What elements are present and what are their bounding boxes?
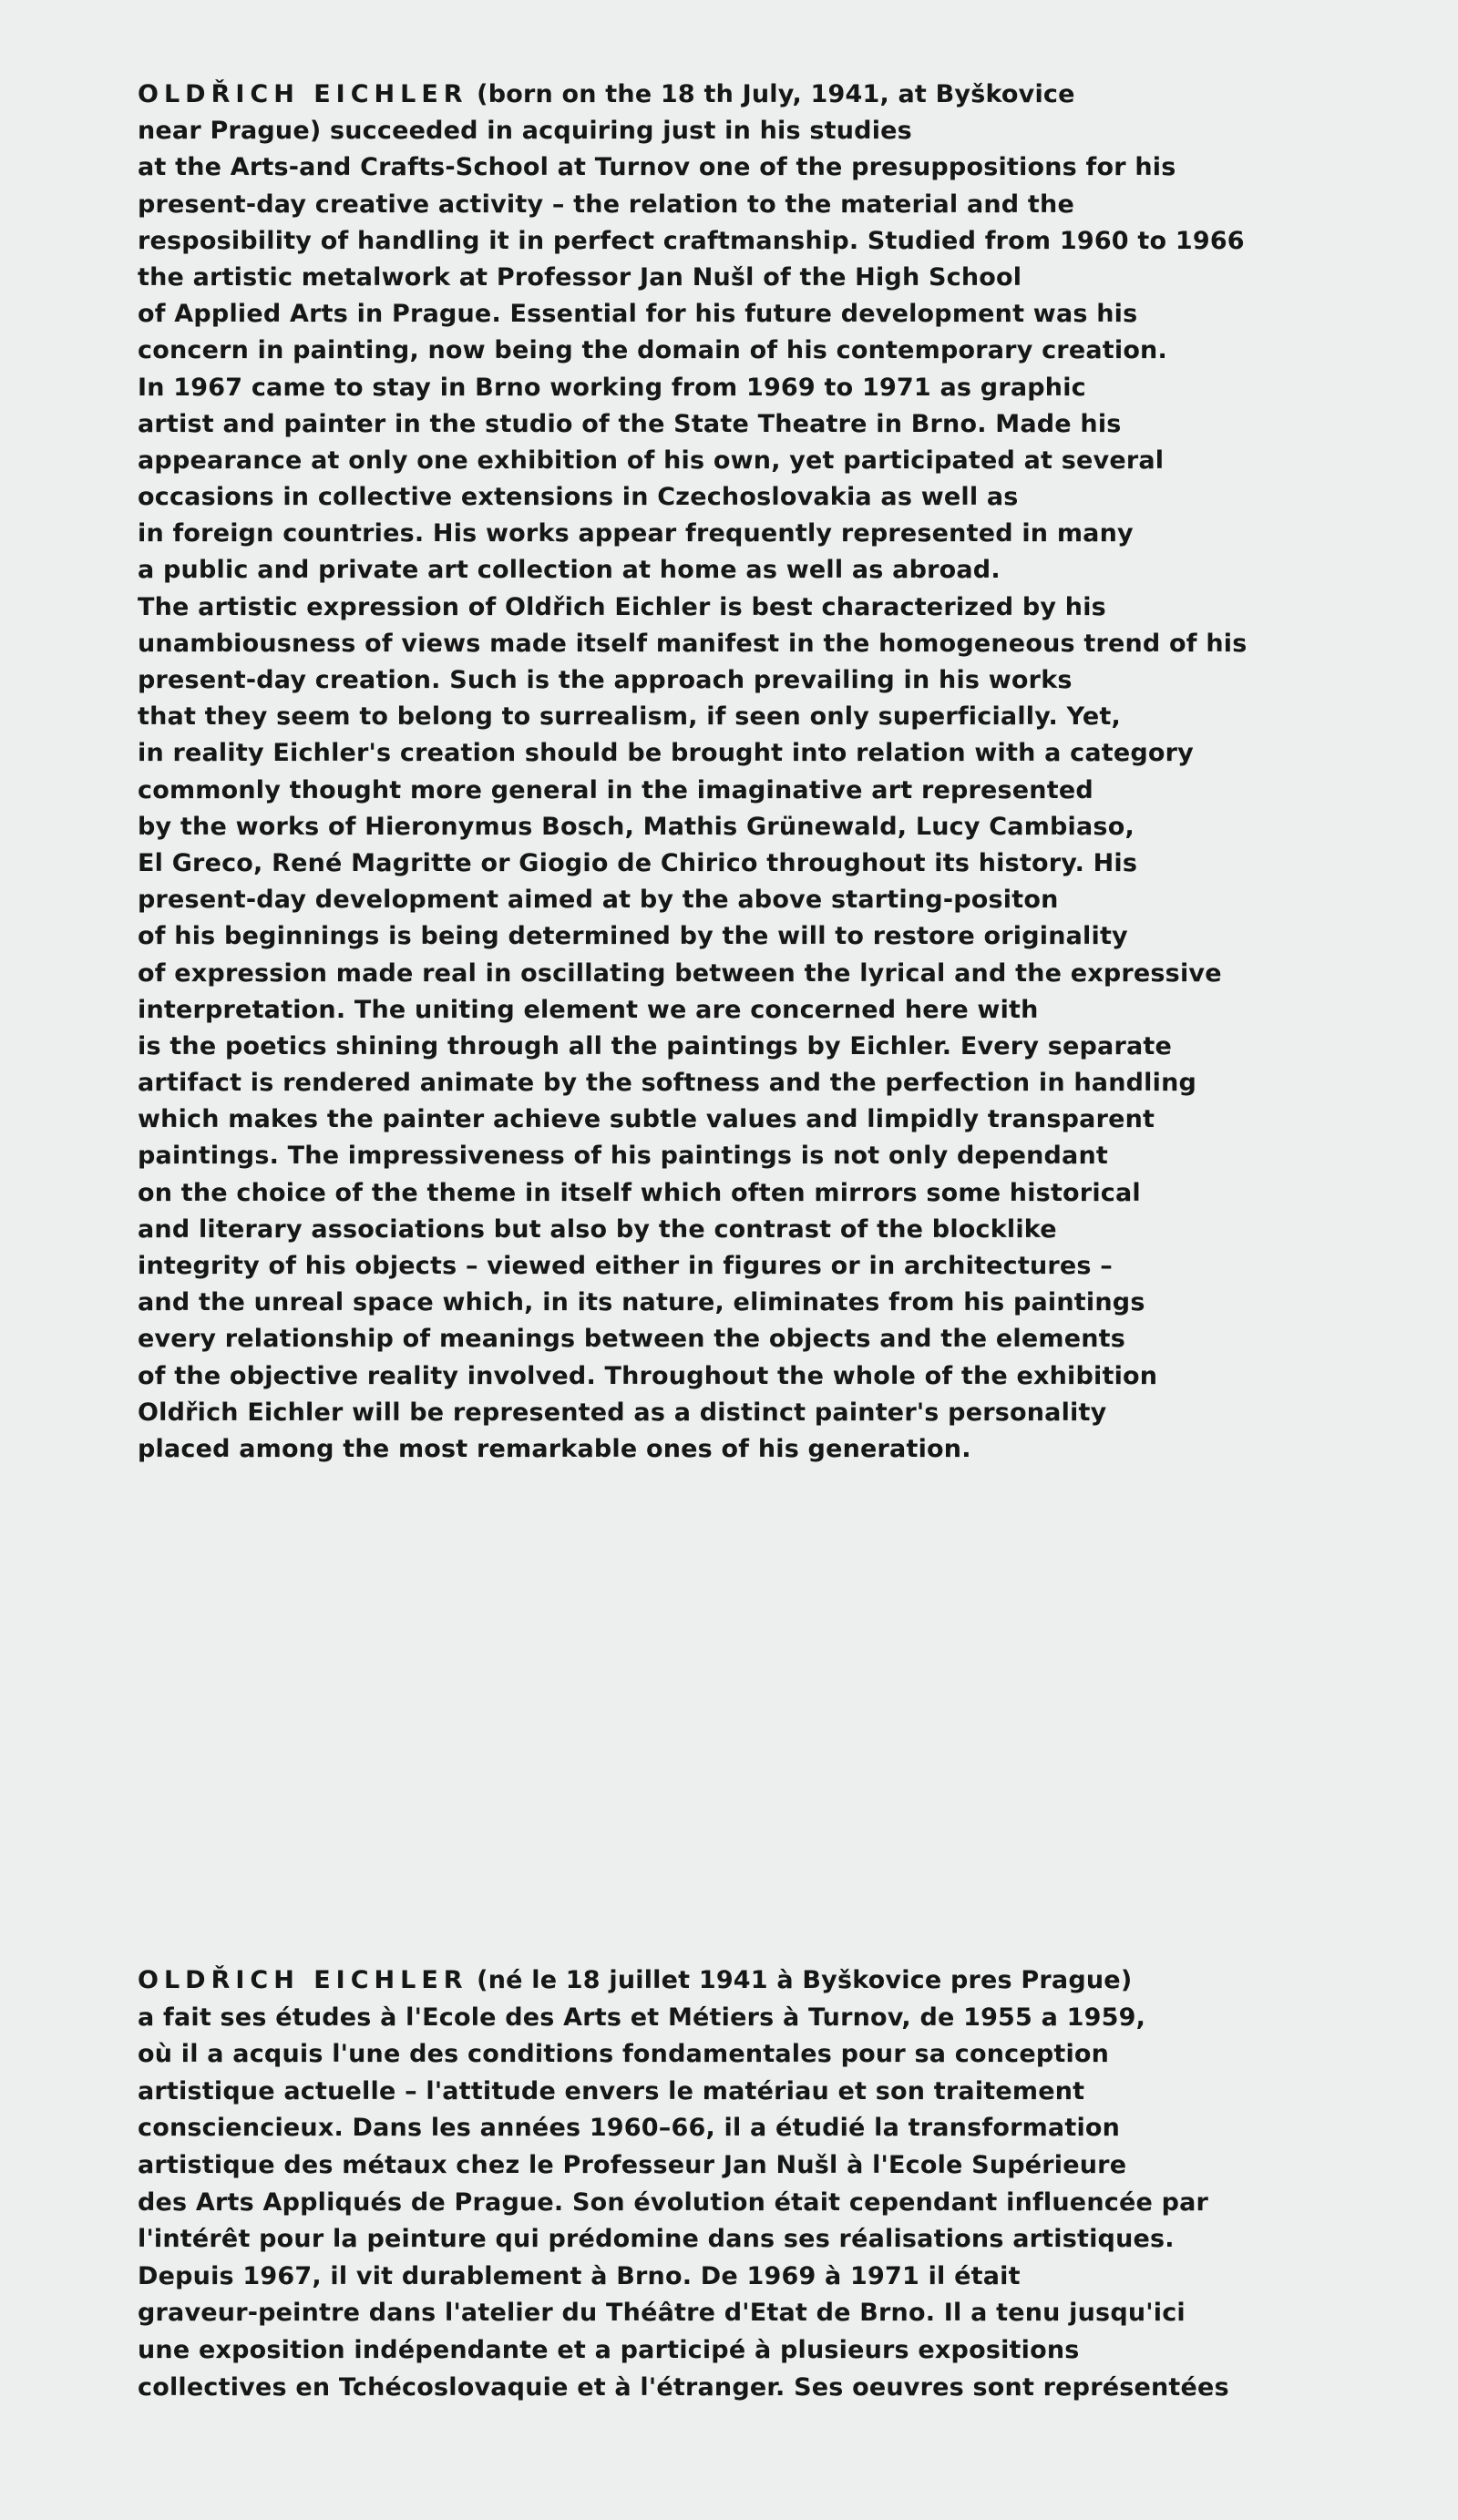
- text-line: artistique actuelle – l'attitude envers le matériau et son traitement: [138, 2076, 1085, 2105]
- artist-name-en: OLDŘICH EICHLER: [138, 80, 468, 108]
- text-line: graveur-peintre dans l'atelier du Théâtre d'Etat de Brno. Il a tenu jusqu'ici: [138, 2299, 1186, 2328]
- text-line: by the works of Hieronymus Bosch, Mathis Grünewald, Lucy Cambiaso,: [138, 812, 1135, 841]
- text-line: present-day creation. Such is the approach prevailing in his works: [138, 666, 1073, 694]
- text-line: which makes the painter achieve subtle values and limpidly transparent: [138, 1105, 1155, 1134]
- text-line: placed among the most remarkable ones of his generation.: [138, 1434, 971, 1463]
- text-line: present-day creative activity – the relation to the material and the: [138, 190, 1074, 219]
- text-line: at the Arts-and Crafts-School at Turnov one of the presuppositions for his: [138, 153, 1176, 182]
- text-line: interpretation. The uniting element we are concerned here with: [138, 995, 1039, 1024]
- text-line: où il a acquis l'une des conditions fondamentales pour sa conception: [138, 2040, 1110, 2069]
- english-biography: [138, 77, 1268, 1468]
- english-first-line-text: (born on the 18 th July, 1941, at Byškovice: [467, 80, 1075, 108]
- text-line: present-day development aimed at by the above starting-positon: [138, 886, 1059, 915]
- french-biography: [138, 1962, 1268, 2406]
- text-line: integrity of his objects – viewed either in figures or in architectures –: [138, 1252, 1113, 1280]
- text-line: commonly thought more general in the imaginative art represented: [138, 775, 1094, 804]
- text-line: artifact is rendered animate by the softness and the perfection in handling: [138, 1069, 1197, 1098]
- text-line: of the objective reality involved. Throughout the whole of the exhibition: [138, 1361, 1158, 1390]
- text-line: Oldřich Eichler will be represented as a distinct painter's personality: [138, 1398, 1107, 1427]
- text-line: artistique des métaux chez le Professeur Jan Nušl à l'Ecole Supérieure: [138, 2150, 1127, 2179]
- artist-name-fr: OLDŘICH EICHLER: [138, 1966, 468, 1994]
- text-line: near Prague) succeeded in acquiring just in his studies: [138, 117, 912, 146]
- text-line: collectives en Tchécoslovaquie et à l'étranger. Ses oeuvres sont représentées: [138, 2372, 1229, 2402]
- text-line: paintings. The impressiveness of his paintings is not only dependant: [138, 1142, 1108, 1171]
- text-line: in foreign countries. His works appear frequently represented in many: [138, 519, 1134, 548]
- text-line: appearance at only one exhibition of his own, yet participated at several: [138, 446, 1165, 475]
- text-line: of expression made real in oscillating between the lyrical and the expressive: [138, 958, 1222, 988]
- text-line: of his beginnings is being determined by the will to restore originality: [138, 922, 1128, 951]
- text-line: a public and private art collection at home as well as abroad.: [138, 556, 1001, 585]
- text-line: is the poetics shining through all the paintings by Eichler. Every separate: [138, 1031, 1172, 1060]
- text-line: of Applied Arts in Prague. Essential for his future development was his: [138, 300, 1138, 329]
- text-line: that they seem to belong to surrealism, if seen only superficially. Yet,: [138, 702, 1121, 732]
- text-line: every relationship of meanings between the objects and the elements: [138, 1325, 1126, 1354]
- text-line: The artistic expression of Oldřich Eichler is best characterized by his: [138, 592, 1106, 621]
- french-first-line-text: (né le 18 juillet 1941 à Byškovice pres Prague): [467, 1966, 1133, 1994]
- french-first-line: [138, 1962, 1268, 2000]
- text-line: occasions in collective extensions in Czechoslovakia as well as: [138, 483, 1019, 512]
- text-line: the artistic metalwork at Professor Jan Nušl of the High School: [138, 262, 1022, 292]
- text-line: concern in painting, now being the domain of his contemporary creation.: [138, 336, 1167, 365]
- text-line: l'intérêt pour la peinture qui prédomine dans ses réalisations artistiques.: [138, 2225, 1175, 2254]
- text-line: a fait ses études à l'Ecole des Arts et Métiers à Turnov, de 1955 a 1959,: [138, 2003, 1146, 2032]
- text-line: and literary associations but also by the contrast of the blocklike: [138, 1214, 1057, 1244]
- text-line: artist and painter in the studio of the State Theatre in Brno. Made his: [138, 409, 1122, 438]
- english-first-line: [138, 77, 1268, 113]
- text-line: une exposition indépendante et a participé à plusieurs expositions: [138, 2335, 1080, 2364]
- text-line: El Greco, René Magritte or Giogio de Chirico throughout its history. His: [138, 848, 1138, 877]
- text-line: Depuis 1967, il vit durablement à Brno. De 1969 à 1971 il était: [138, 2261, 1021, 2290]
- text-line: In 1967 came to stay in Brno working from 1969 to 1971 as graphic: [138, 373, 1086, 402]
- text-line: and the unreal space which, in its nature, eliminates from his paintings: [138, 1288, 1145, 1317]
- text-line: consciencieux. Dans les années 1960–66, il a étudié la transformation: [138, 2114, 1121, 2143]
- text-line: in reality Eichler's creation should be brought into relation with a category: [138, 739, 1194, 768]
- text-line: des Arts Appliqués de Prague. Son évolution était cependant influencée par: [138, 2187, 1209, 2217]
- text-line: on the choice of the theme in itself which often mirrors some historical: [138, 1178, 1141, 1207]
- text-line: resposibility of handling it in perfect craftmanship. Studied from 1960 to 1966: [138, 226, 1245, 255]
- text-line: unambiousness of views made itself manifest in the homogeneous trend of his: [138, 629, 1248, 658]
